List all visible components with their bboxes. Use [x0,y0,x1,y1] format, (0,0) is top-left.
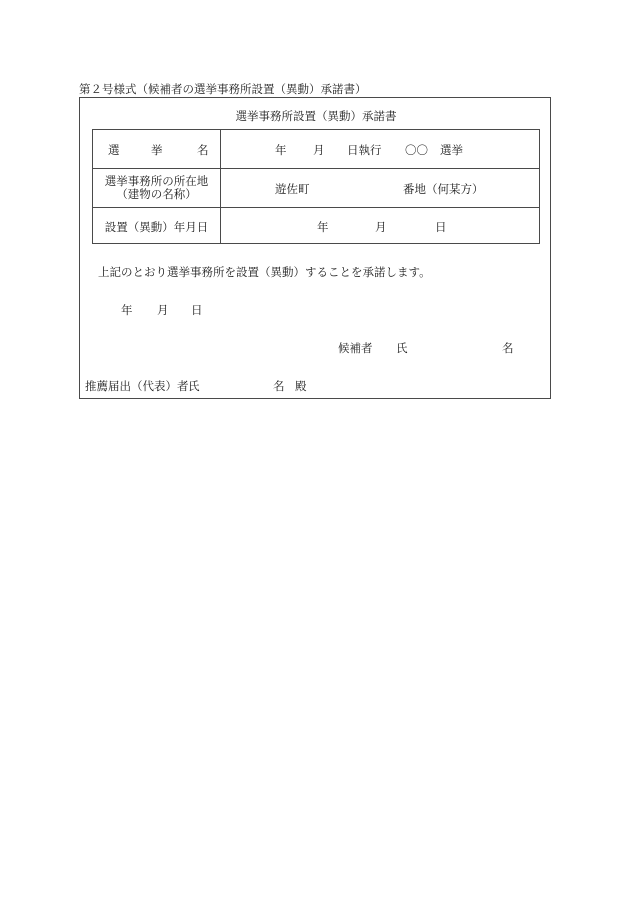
election-name-label-cell [93,130,221,169]
table-row-office-address [93,169,540,208]
election-name-value-cell [221,130,540,169]
given-name-char: 名 [273,379,285,393]
town-name: 遊佐町 [275,182,310,196]
label-char: 選 [108,143,120,157]
label-char: 挙 [151,143,163,157]
table-row-setup-date [93,208,540,244]
office-address-value-cell [221,169,540,208]
month-char: 月 [157,303,169,317]
surname-char: 氏 [188,379,200,393]
year-char: 年 [121,303,133,317]
election-word: 選挙 [440,143,463,157]
setup-date-label-cell [93,208,221,244]
label-char: 名 [197,143,209,157]
election-office-table [92,129,540,244]
candidate-label: 候補者 [338,341,373,355]
year-char: 年 [317,220,329,234]
setup-date-label: 設置（異動）年月日 [104,220,209,234]
document-title: 選挙事務所設置（異動）承諾書 [235,109,397,123]
month-char: 月 [313,143,325,157]
execution-day-text: 日執行 [347,143,382,157]
setup-date-value-cell [221,208,540,244]
office-address-label: 選挙事務所の所在地 [104,174,209,188]
day-char: 日 [435,220,447,234]
form-number: 第２号様式（候補者の選挙事務所設置（異動）承諾書） [79,82,367,96]
consent-statement: 上記のとおり選挙事務所を設置（異動）することを承諾します。 [98,265,431,279]
surname-char: 氏 [396,341,408,355]
table-row-election-name [93,130,540,169]
given-name-char: 名 [502,341,514,355]
building-name-label: （建物の名称） [116,187,197,201]
election-name-placeholder: 〇〇 [405,143,428,157]
month-char: 月 [375,220,387,234]
year-char: 年 [275,143,287,157]
consent-form-frame [79,97,551,399]
recommender-label: 推薦届出（代表）者 [85,379,189,393]
office-address-label-cell [93,169,221,208]
day-char: 日 [191,303,203,317]
honorific: 殿 [295,379,307,393]
address-suffix: 番地（何某方） [403,182,484,196]
